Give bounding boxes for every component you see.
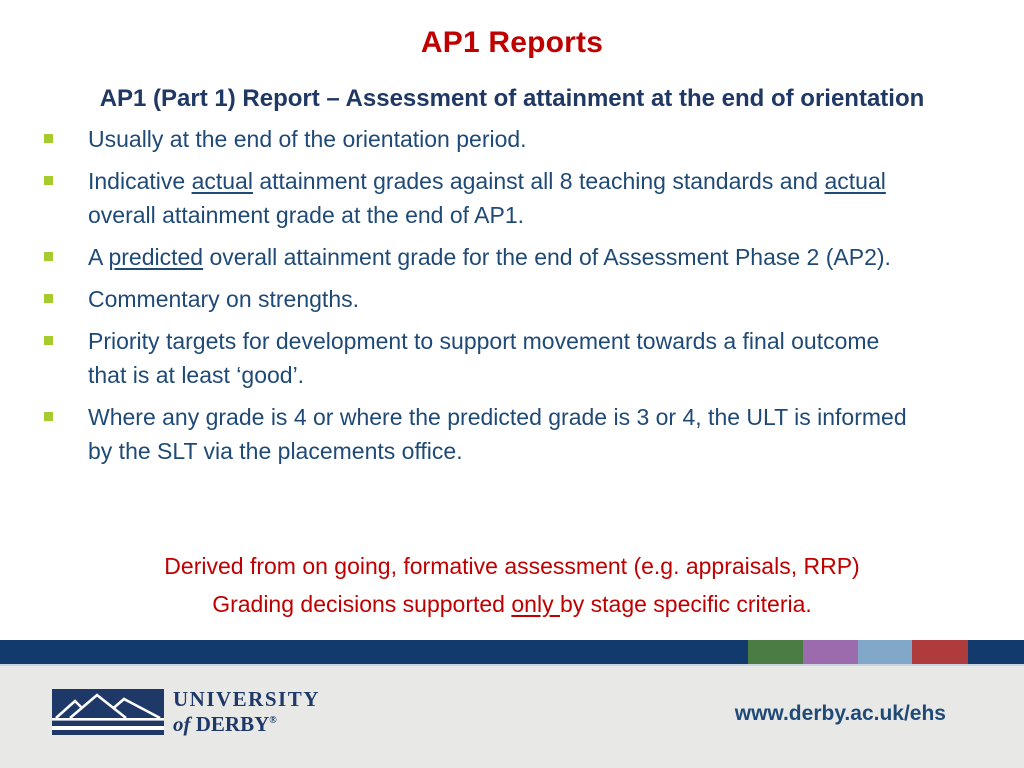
bullet-item [40, 164, 916, 232]
mountain-logo-icon [52, 689, 164, 735]
footer-url: www.derby.ac.uk/ehs [734, 702, 946, 725]
band-segment-green [748, 640, 803, 664]
square-bullet-icon [44, 252, 53, 261]
bullet-text: A predicted overall attainment grade for the end of Assessment Phase 2 (AP2). [88, 244, 891, 270]
bullet-text: Where any grade is 4 or where the predicted grade is 3 or 4, the ULT is informed by the SLT via the placements office. [88, 404, 907, 464]
slide-title: AP1 Reports [420, 26, 604, 59]
square-bullet-icon [44, 294, 53, 303]
bullet-item [40, 282, 916, 316]
bullet-text: Commentary on strengths. [88, 286, 360, 312]
square-bullet-icon [44, 412, 53, 421]
logo-wordmark [173, 688, 320, 735]
band-segment-purple [803, 640, 858, 664]
square-bullet-icon [44, 134, 53, 143]
band-segment-navy-end [968, 640, 1024, 664]
square-bullet-icon [44, 176, 53, 185]
bullet-text: Indicative actual attainment grades against all 8 teaching standards and actual overall attainment grade at the end of AP1. [88, 168, 886, 228]
logo-line-university: UNIVERSITY [173, 687, 320, 711]
bullet-list [40, 122, 920, 476]
bullet-text: Priority targets for development to support movement towards a final outcome that is at least ‘good’. [88, 328, 880, 388]
bullet-item [40, 324, 916, 392]
slide-subtitle: AP1 (Part 1) Report – Assessment of attainment at the end of orientation [99, 85, 925, 112]
note-line-2: Grading decisions supported only by stage specific criteria. [212, 591, 812, 617]
logo-line-of-derby: of DERBY® [173, 712, 277, 736]
footer-accent-band [0, 640, 1024, 666]
band-segment-red [912, 640, 968, 664]
bullet-text: Usually at the end of the orientation period. [88, 126, 527, 152]
university-of-derby-logo [52, 688, 320, 735]
note-line-1: Derived from on going, formative assessment (e.g. appraisals, RRP) [164, 553, 860, 579]
bullet-item [40, 122, 916, 156]
closing-note [0, 547, 1024, 623]
band-segment-navy [0, 640, 748, 664]
square-bullet-icon [44, 336, 53, 345]
bullet-item [40, 240, 916, 274]
band-segment-light-blue [858, 640, 912, 664]
bullet-item [40, 400, 916, 468]
footer [0, 666, 1024, 768]
